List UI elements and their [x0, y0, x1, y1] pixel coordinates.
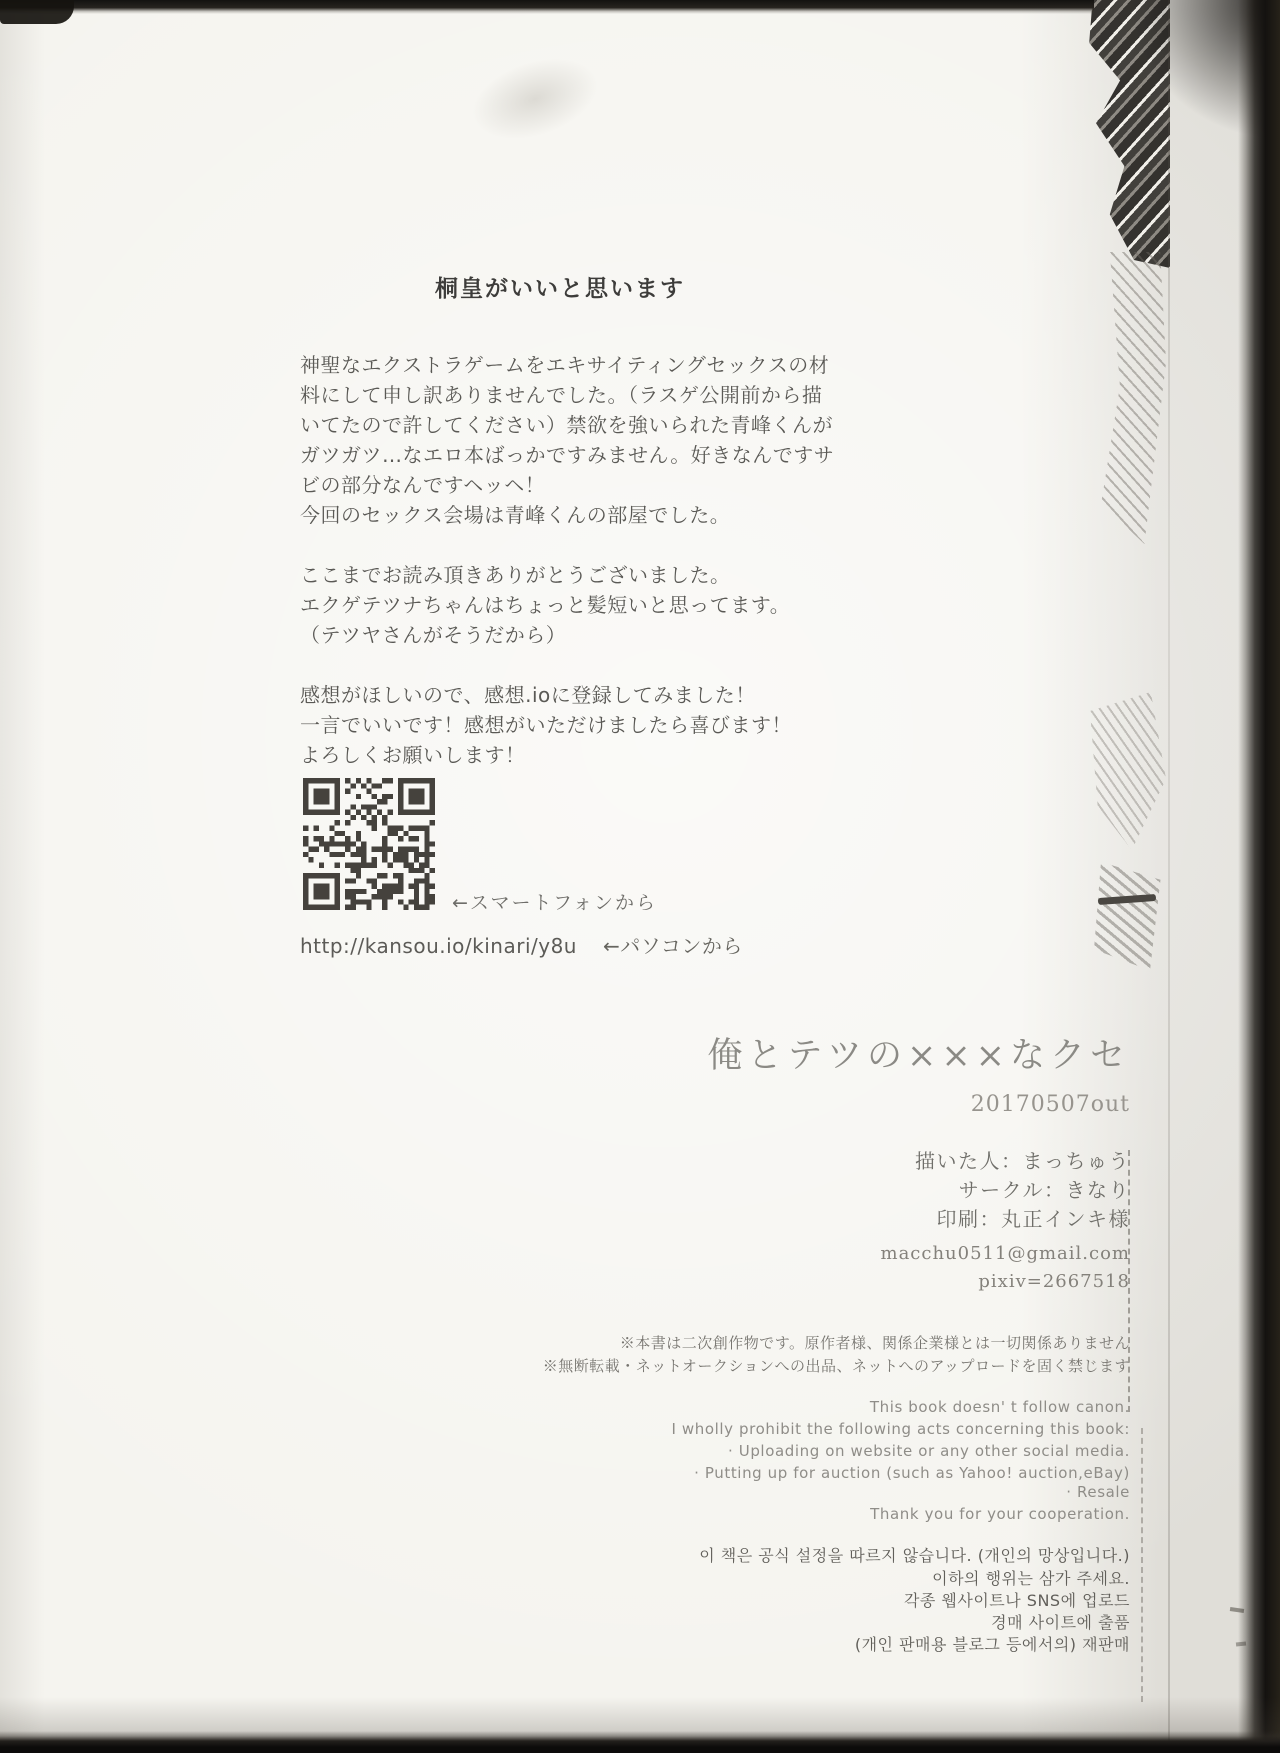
neighbour-page-mark [1230, 1607, 1244, 1613]
feedback-url-line [300, 930, 743, 959]
afterword-body [300, 350, 860, 770]
scan-bottom-edge [0, 1731, 1280, 1753]
url-caption: ←パソコンから [602, 934, 743, 958]
neighbour-page-hatch-fragment [1094, 252, 1166, 544]
notice-en-line: Thank you for your cooperation. [870, 1505, 1130, 1523]
afterword-heading: 桐皇がいいと思います [435, 275, 685, 302]
scan-corner-shadow [1130, 0, 1280, 140]
release-date: 20170507out [970, 1092, 1130, 1117]
neighbour-page-hatch-fragment [1090, 692, 1166, 850]
neighbour-page-mark [1236, 1641, 1246, 1646]
neighbour-page-line [1141, 1428, 1143, 1702]
neighbour-page-mark [1098, 894, 1156, 905]
page-edge-line [1168, 0, 1170, 1753]
neighbour-page-art-fragment [1084, 0, 1170, 268]
notice-en-line: · Putting up for auction (such as Yahoo! auction,eBay) [694, 1464, 1130, 1482]
notice-ja-line: ※本書は二次創作物です。原作者様、関係企業様とは一切関係ありません [619, 1334, 1130, 1352]
body-line: ここまでお読み頂きありがとうございました。 [300, 563, 731, 587]
notice-en-line: · Uploading on website or any other social media. [728, 1442, 1130, 1460]
notice-en-line: I wholly prohibit the following acts concerning this book: [671, 1420, 1130, 1438]
body-line: いてたので許してください）禁欲を強いられた青峰くんが [300, 413, 833, 437]
scan-corner-shadow [0, 0, 74, 24]
body-line: ガツガツ…なエロ本ばっかですみません。好きなんですサ [300, 443, 835, 467]
body-line [300, 530, 860, 560]
notice-en-line: · Resale [1066, 1483, 1130, 1501]
notice-en-line: This book doesn' t follow canon. [869, 1398, 1130, 1416]
body-line: 神聖なエクストラゲームをエキサイティングセックスの材 [300, 353, 830, 377]
credit-printer: 印刷：丸正インキ様 [936, 1207, 1130, 1231]
body-line: 今回のセックス会場は青峰くんの部屋でした。 [300, 503, 731, 527]
notice-ko-line: 경매 사이트에 출품 [991, 1613, 1130, 1632]
body-line [300, 650, 860, 680]
contact-email: macchu0511@gmail.com [880, 1243, 1130, 1264]
notice-ko-line: 각종 웹사이트나 SNS에 업로드 [903, 1591, 1130, 1610]
scan-top-edge [0, 0, 1094, 14]
notice-ja-line: ※無断転載・ネットオークションへの出品、ネットへのアップロードを固く禁じます [542, 1357, 1130, 1375]
body-line: 一言でいいです！感想がいただけましたら喜びます！ [300, 713, 792, 737]
credit-circle: サークル：きなり [958, 1178, 1130, 1202]
contact-pixiv: pixiv=2667518 [978, 1271, 1130, 1292]
neighbour-page-hatch-fragment [1094, 862, 1164, 980]
qr-code-pattern [300, 778, 438, 910]
body-line: 料にして申し訳ありませんでした。（ラスゲ公開前から描 [300, 383, 823, 407]
work-title: 俺とテツの×××なクセ [707, 1036, 1130, 1076]
body-line: よろしくお願いします！ [300, 743, 526, 767]
scan-bottom-shadow [0, 1697, 1280, 1741]
qr-code-icon [300, 778, 438, 910]
notice-ko-line: 이하의 행위는 삼가 주세요. [932, 1569, 1130, 1588]
notice-ko-line: 이 책은 공식 설정을 따르지 않습니다. (개인의 망상입니다.) [699, 1546, 1130, 1565]
scan-right-edge [1238, 0, 1280, 1753]
body-line: （テツヤさんがそうだから） [300, 623, 567, 647]
qr-caption: ←スマートフォンから [452, 892, 658, 914]
notice-ko-line: (개인 판매용 블로그 등에서의) 재판매 [854, 1635, 1130, 1654]
credit-artist: 描いた人：まっちゅう [915, 1149, 1130, 1173]
feedback-url: http://kansou.io/kinari/y8u [300, 934, 577, 958]
body-line: 感想がほしいので、感想.ioに登録してみました！ [300, 683, 756, 707]
body-line: エクゲテツナちゃんはちょっと髪短いと思ってます。 [300, 593, 791, 617]
scan-smudge [462, 44, 609, 155]
body-line: ビの部分なんですヘッヘ！ [300, 473, 546, 497]
